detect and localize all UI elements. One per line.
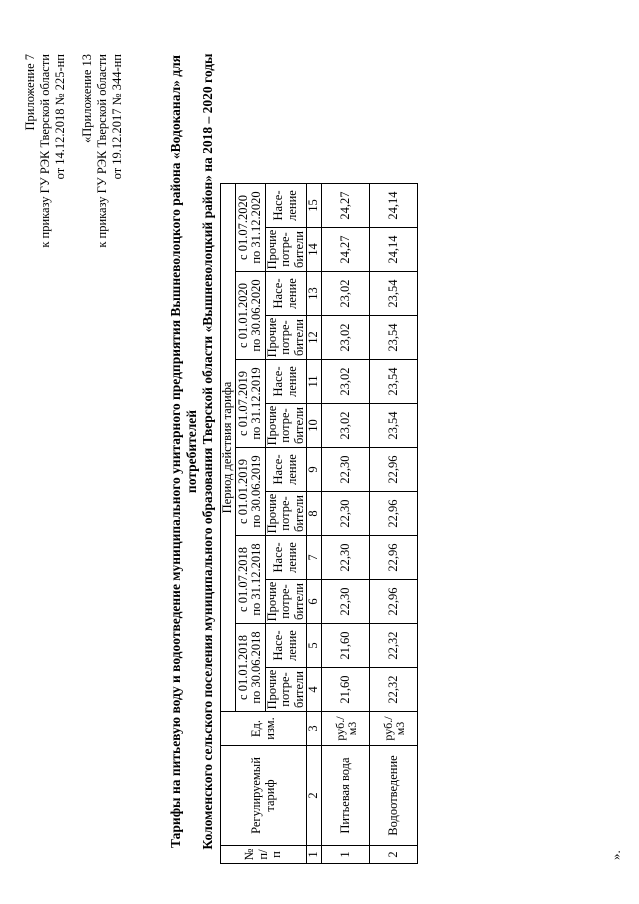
tariff-value: 23,02 — [322, 404, 370, 448]
appendix-header-previous — [80, 54, 125, 248]
subheader-population: Насе-ление — [265, 272, 307, 316]
subheader-population: Насе-ление — [265, 624, 307, 668]
period-start: с 01.07.2019 — [235, 371, 250, 436]
period-end: по 30.06.2018 — [249, 631, 263, 704]
column-number: 14 — [307, 228, 322, 272]
tariff-value: 23,02 — [322, 360, 370, 404]
table-row — [322, 184, 370, 864]
tariff-value: 22,30 — [322, 448, 370, 492]
subheader-other-consumers: Прочие потре-бители — [265, 668, 307, 712]
tariff-value: 23,54 — [370, 404, 418, 448]
column-number: 9 — [307, 448, 322, 492]
period-start: с 01.07.2020 — [235, 195, 250, 260]
subheader-other-consumers: Прочие потре-бители — [265, 492, 307, 536]
tariff-value: 21,60 — [322, 624, 370, 668]
period-end: по 31.12.2018 — [249, 543, 263, 616]
title-line-1: Тарифы на питьевую воду и водоотведение муниципального унитарного предприятия Вышневолоцкого района «Водоканал» для потребителей — [168, 55, 199, 848]
subheader-other-consumers: Прочие потре-бители — [265, 404, 307, 448]
period-cell — [235, 360, 265, 448]
tariff-value: 22,30 — [322, 536, 370, 580]
tariff-value: 24,27 — [322, 228, 370, 272]
subheader-population: Насе-ление — [265, 184, 307, 228]
tariff-value: 21,60 — [322, 668, 370, 712]
title-line-2: Коломенского сельского поселения муниципального образования Тверской области «Вышневолоцкий район» на 2018 – 2020 годы — [200, 53, 215, 850]
col-header-unit: Ед. изм. — [221, 712, 307, 746]
column-number-row — [307, 184, 322, 864]
column-number: 1 — [307, 846, 322, 864]
tariff-value: 23,54 — [370, 316, 418, 360]
period-start: с 01.07.2018 — [235, 547, 250, 612]
period-cell — [235, 624, 265, 712]
column-number: 7 — [307, 536, 322, 580]
row-tariff-name: Водоотведение — [370, 746, 418, 846]
tariff-value: 22,30 — [322, 492, 370, 536]
period-header: Период действия тарифа — [221, 184, 236, 712]
period-start: с 01.01.2018 — [235, 635, 250, 700]
column-number: 11 — [307, 360, 322, 404]
tariff-value: 24,27 — [322, 184, 370, 228]
tariff-value: 24,14 — [370, 184, 418, 228]
subheader-population: Насе-ление — [265, 360, 307, 404]
column-number: 13 — [307, 272, 322, 316]
period-cell — [235, 272, 265, 360]
row-unit: руб./м3 — [322, 712, 370, 746]
header-line: к приказу ГУ РЭК Тверской области — [95, 54, 109, 248]
period-start: с 01.01.2020 — [235, 283, 250, 348]
tariff-value: 22,32 — [370, 668, 418, 712]
tariff-value: 23,54 — [370, 272, 418, 316]
period-end: по 30.06.2020 — [249, 279, 263, 352]
column-number: 10 — [307, 404, 322, 448]
header-line: от 14.12.2018 № 225-нп — [53, 54, 67, 180]
closing-quote: ». — [608, 850, 623, 860]
column-number: 12 — [307, 316, 322, 360]
row-unit: руб./м3 — [370, 712, 418, 746]
tariff-value: 24,14 — [370, 228, 418, 272]
table-row — [370, 184, 418, 864]
period-end: по 30.06.2019 — [249, 455, 263, 528]
tariff-value: 22,30 — [322, 580, 370, 624]
header-line: «Приложение 13 — [80, 54, 94, 143]
tariff-table — [220, 183, 418, 864]
tariff-value: 23,02 — [322, 272, 370, 316]
tariff-value: 22,96 — [370, 536, 418, 580]
tariff-value: 22,32 — [370, 624, 418, 668]
column-number: 6 — [307, 580, 322, 624]
row-number: 1 — [322, 846, 370, 864]
period-end: по 31.12.2019 — [249, 367, 263, 440]
tariff-value: 22,96 — [370, 580, 418, 624]
column-number: 5 — [307, 624, 322, 668]
header-line: к приказу ГУ РЭК Тверской области — [38, 54, 52, 248]
header-line: Приложение 7 — [23, 54, 37, 131]
period-end: по 31.12.2020 — [249, 191, 263, 264]
subheader-other-consumers: Прочие потре-бители — [265, 316, 307, 360]
row-tariff-name: Питьевая вода — [322, 746, 370, 846]
period-start: с 01.01.2019 — [235, 459, 250, 524]
subheader-other-consumers: Прочие потре-бители — [265, 580, 307, 624]
period-cell — [235, 536, 265, 624]
tariff-value: 23,02 — [322, 316, 370, 360]
row-number: 2 — [370, 846, 418, 864]
document-title — [168, 29, 216, 874]
column-number: 15 — [307, 184, 322, 228]
tariff-value: 22,96 — [370, 492, 418, 536]
period-cell — [235, 184, 265, 272]
subheader-other-consumers: Прочие потре-бители — [265, 228, 307, 272]
subheader-population: Насе-ление — [265, 536, 307, 580]
period-cell — [235, 448, 265, 536]
column-number: 8 — [307, 492, 322, 536]
column-number: 4 — [307, 668, 322, 712]
header-line: от 19.12.2017 № 344-нп — [110, 54, 124, 180]
column-number: 2 — [307, 746, 322, 846]
tariff-value: 22,96 — [370, 448, 418, 492]
column-number: 3 — [307, 712, 322, 746]
col-header-tariff: Регулируемый тариф — [221, 746, 307, 846]
appendix-header-current — [23, 54, 68, 248]
col-header-number: № п/п — [221, 846, 307, 864]
tariff-value: 23,54 — [370, 360, 418, 404]
subheader-population: Насе-ление — [265, 448, 307, 492]
